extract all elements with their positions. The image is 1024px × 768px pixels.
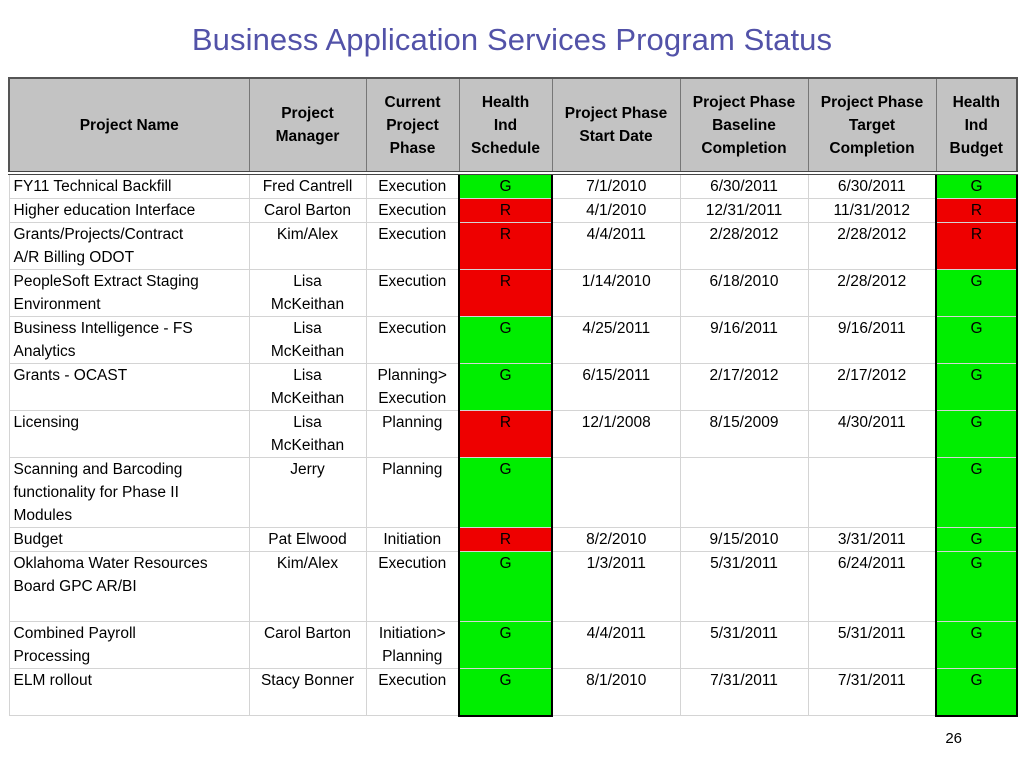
cell-text: Execution xyxy=(378,273,447,290)
header-text: Health xyxy=(952,93,1000,111)
cell-text: Board GPC AR/BI xyxy=(13,578,137,595)
start-date-cell: 8/2/2010 xyxy=(552,528,680,552)
cell-text: Processing xyxy=(13,648,91,665)
cell-text: Lisa xyxy=(293,367,322,384)
target-completion-cell: 4/30/2011 xyxy=(808,411,936,458)
health-budget-cell: G xyxy=(936,364,1017,411)
table-row xyxy=(9,552,1017,622)
header-text: Project Name xyxy=(79,116,179,134)
health-schedule-cell: G xyxy=(459,552,552,622)
cell-text: Stacy Bonner xyxy=(260,672,355,689)
table-row xyxy=(9,317,1017,364)
current-phase-cell xyxy=(366,411,459,458)
health-budget-cell: G xyxy=(936,458,1017,528)
header-text: Project Phase xyxy=(692,93,796,111)
table-row xyxy=(9,199,1017,223)
table-row xyxy=(9,173,1017,199)
health-schedule-cell: R xyxy=(459,270,552,317)
project-manager-cell xyxy=(249,270,366,317)
baseline-completion-cell: 5/31/2011 xyxy=(680,552,808,622)
cell-text: Execution xyxy=(378,320,447,337)
cell-text: Grants/Projects/Contract xyxy=(13,226,184,243)
header-text: Manager xyxy=(275,128,340,145)
cell-text: Execution xyxy=(378,202,447,219)
cell-text: Jerry xyxy=(290,461,325,478)
project-name-cell xyxy=(9,622,249,669)
cell-text: McKeithan xyxy=(270,437,345,454)
target-completion-cell: 11/31/2012 xyxy=(808,199,936,223)
baseline-completion-cell: 6/30/2011 xyxy=(680,173,808,199)
health-budget-cell: G xyxy=(936,411,1017,458)
table-row xyxy=(9,458,1017,528)
start-date-cell: 1/3/2011 xyxy=(552,552,680,622)
target-completion-cell: 2/28/2012 xyxy=(808,270,936,317)
health-budget-cell: G xyxy=(936,622,1017,669)
baseline-completion-cell xyxy=(680,458,808,528)
project-manager-cell xyxy=(249,223,366,270)
cell-text: Kim/Alex xyxy=(276,226,339,243)
target-completion-cell: 6/24/2011 xyxy=(808,552,936,622)
baseline-completion-cell: 9/16/2011 xyxy=(680,317,808,364)
cell-text: Planning xyxy=(382,648,443,665)
start-date-cell: 1/14/2010 xyxy=(552,270,680,317)
health-budget-cell: G xyxy=(936,270,1017,317)
cell-text: PeopleSoft Extract Staging xyxy=(13,273,199,290)
cell-text: Carol Barton xyxy=(263,202,351,219)
cell-text: Analytics xyxy=(13,343,76,360)
cell-text: Licensing xyxy=(13,414,79,431)
table-row xyxy=(9,364,1017,411)
cell-text: Kim/Alex xyxy=(276,555,339,572)
cell-text: Execution xyxy=(378,555,447,572)
health-schedule-cell: R xyxy=(459,199,552,223)
start-date-cell: 8/1/2010 xyxy=(552,669,680,716)
cell-text: functionality for Phase II xyxy=(13,484,179,501)
header-text: Phase xyxy=(389,139,436,157)
baseline-completion-cell: 2/17/2012 xyxy=(680,364,808,411)
project-manager-cell xyxy=(249,364,366,411)
target-completion-cell: 2/28/2012 xyxy=(808,223,936,270)
current-phase-cell xyxy=(366,458,459,528)
project-name-cell xyxy=(9,552,249,622)
header-text: Ind xyxy=(964,116,988,134)
health-budget-cell: G xyxy=(936,173,1017,199)
baseline-completion-cell: 8/15/2009 xyxy=(680,411,808,458)
project-name-cell xyxy=(9,199,249,223)
cell-text: Execution xyxy=(378,226,447,243)
cell-text: Grants - OCAST xyxy=(13,367,128,384)
health-schedule-cell: G xyxy=(459,317,552,364)
start-date-cell: 7/1/2010 xyxy=(552,173,680,199)
health-schedule-cell: G xyxy=(459,622,552,669)
cell-text: Initiation> xyxy=(378,625,446,642)
cell-text: Business Intelligence - FS xyxy=(13,320,193,337)
cell-text: Planning xyxy=(382,461,443,478)
baseline-completion-cell: 9/15/2010 xyxy=(680,528,808,552)
header-text: Completion xyxy=(701,139,787,157)
cell-text: Higher education Interface xyxy=(13,202,196,219)
baseline-completion-cell: 7/31/2011 xyxy=(680,669,808,716)
table-row xyxy=(9,411,1017,458)
baseline-completion-cell: 12/31/2011 xyxy=(680,199,808,223)
cell-text: Modules xyxy=(13,507,73,524)
table-row xyxy=(9,528,1017,552)
project-manager-cell xyxy=(249,199,366,223)
health-budget-cell: G xyxy=(936,528,1017,552)
header-text: Health xyxy=(481,93,530,111)
cell-text: Planning> xyxy=(377,367,447,384)
header-text: Budget xyxy=(949,139,1003,157)
header-text: Project Phase xyxy=(564,105,668,122)
health-schedule-cell: R xyxy=(459,528,552,552)
project-manager-cell xyxy=(249,622,366,669)
health-schedule-cell: R xyxy=(459,223,552,270)
cell-text: Pat Elwood xyxy=(268,531,347,548)
cell-text: Lisa xyxy=(293,320,322,337)
start-date-cell: 4/25/2011 xyxy=(552,317,680,364)
cell-text: McKeithan xyxy=(270,390,345,407)
header-text: Current xyxy=(384,93,441,111)
cell-text: Lisa xyxy=(293,414,322,431)
project-manager-cell xyxy=(249,528,366,552)
project-name-cell xyxy=(9,458,249,528)
header-phase-target xyxy=(808,78,936,173)
current-phase-cell xyxy=(366,669,459,716)
start-date-cell xyxy=(552,458,680,528)
project-name-cell xyxy=(9,173,249,199)
target-completion-cell: 6/30/2011 xyxy=(808,173,936,199)
project-manager-cell xyxy=(249,411,366,458)
cell-text: Environment xyxy=(13,296,101,313)
header-text: Ind xyxy=(493,116,518,134)
header-text: Project xyxy=(281,105,334,122)
program-status-table xyxy=(8,77,1018,717)
health-budget-cell: R xyxy=(936,199,1017,223)
target-completion-cell xyxy=(808,458,936,528)
project-name-cell xyxy=(9,317,249,364)
baseline-completion-cell: 2/28/2012 xyxy=(680,223,808,270)
health-schedule-cell: G xyxy=(459,173,552,199)
cell-text: ELM rollout xyxy=(13,672,92,689)
header-phase-baseline xyxy=(680,78,808,173)
start-date-cell: 12/1/2008 xyxy=(552,411,680,458)
cell-text: Lisa xyxy=(293,273,322,290)
current-phase-cell xyxy=(366,317,459,364)
start-date-cell: 6/15/2011 xyxy=(552,364,680,411)
cell-text: Budget xyxy=(13,531,63,548)
target-completion-cell: 9/16/2011 xyxy=(808,317,936,364)
current-phase-cell xyxy=(366,552,459,622)
project-manager-cell xyxy=(249,173,366,199)
current-phase-cell xyxy=(366,173,459,199)
cell-text: McKeithan xyxy=(270,343,345,360)
header-text: Project Phase xyxy=(820,93,924,111)
page-number: 26 xyxy=(945,730,962,747)
cell-text: Carol Barton xyxy=(263,625,351,642)
header-health-schedule xyxy=(459,78,552,173)
cell-text: FY11 Technical Backfill xyxy=(13,178,172,195)
header-text: Project xyxy=(386,116,439,134)
project-name-cell xyxy=(9,364,249,411)
health-budget-cell: G xyxy=(936,669,1017,716)
header-health-budget xyxy=(936,78,1017,173)
cell-text: Planning xyxy=(382,414,443,431)
current-phase-cell xyxy=(366,622,459,669)
header-text: Start Date xyxy=(579,128,653,145)
table-row xyxy=(9,622,1017,669)
header-project-name xyxy=(9,78,249,173)
project-name-cell xyxy=(9,223,249,270)
health-schedule-cell: R xyxy=(459,411,552,458)
start-date-cell: 4/4/2011 xyxy=(552,622,680,669)
health-budget-cell: G xyxy=(936,552,1017,622)
cell-text: Execution xyxy=(378,672,447,689)
header-text: Schedule xyxy=(471,139,540,157)
current-phase-cell xyxy=(366,223,459,270)
baseline-completion-cell: 5/31/2011 xyxy=(680,622,808,669)
header-current-phase xyxy=(366,78,459,173)
cell-text: Scanning and Barcoding xyxy=(13,461,183,478)
target-completion-cell: 2/17/2012 xyxy=(808,364,936,411)
project-name-cell xyxy=(9,411,249,458)
cell-text: Execution xyxy=(378,390,447,407)
health-schedule-cell: G xyxy=(459,458,552,528)
cell-text: Initiation xyxy=(383,531,442,548)
project-name-cell xyxy=(9,270,249,317)
slide-title: Business Application Services Program Status xyxy=(191,22,833,57)
health-budget-cell: G xyxy=(936,317,1017,364)
target-completion-cell: 3/31/2011 xyxy=(808,528,936,552)
header-project-manager xyxy=(249,78,366,173)
project-name-cell xyxy=(9,669,249,716)
target-completion-cell: 5/31/2011 xyxy=(808,622,936,669)
current-phase-cell xyxy=(366,270,459,317)
table-body xyxy=(9,173,1017,716)
health-budget-cell: R xyxy=(936,223,1017,270)
table-row xyxy=(9,270,1017,317)
header-phase-start xyxy=(552,78,680,173)
current-phase-cell xyxy=(366,199,459,223)
cell-text: A/R Billing ODOT xyxy=(13,249,135,266)
table-header-row xyxy=(9,78,1017,173)
project-manager-cell xyxy=(249,317,366,364)
table-row xyxy=(9,669,1017,716)
cell-text: McKeithan xyxy=(270,296,345,313)
cell-text: Oklahoma Water Resources xyxy=(13,555,208,572)
project-name-cell xyxy=(9,528,249,552)
health-schedule-cell: G xyxy=(459,669,552,716)
header-text: Completion xyxy=(829,139,915,157)
start-date-cell: 4/4/2011 xyxy=(552,223,680,270)
cell-text: Fred Cantrell xyxy=(262,178,353,195)
table-row xyxy=(9,223,1017,270)
current-phase-cell xyxy=(366,364,459,411)
current-phase-cell xyxy=(366,528,459,552)
start-date-cell: 4/1/2010 xyxy=(552,199,680,223)
project-manager-cell xyxy=(249,552,366,622)
health-schedule-cell: G xyxy=(459,364,552,411)
target-completion-cell: 7/31/2011 xyxy=(808,669,936,716)
cell-text: Execution xyxy=(378,178,447,195)
project-manager-cell xyxy=(249,458,366,528)
header-text: Target xyxy=(848,116,896,134)
baseline-completion-cell: 6/18/2010 xyxy=(680,270,808,317)
project-manager-cell xyxy=(249,669,366,716)
cell-text: Combined Payroll xyxy=(13,625,136,642)
header-text: Baseline xyxy=(712,116,776,134)
